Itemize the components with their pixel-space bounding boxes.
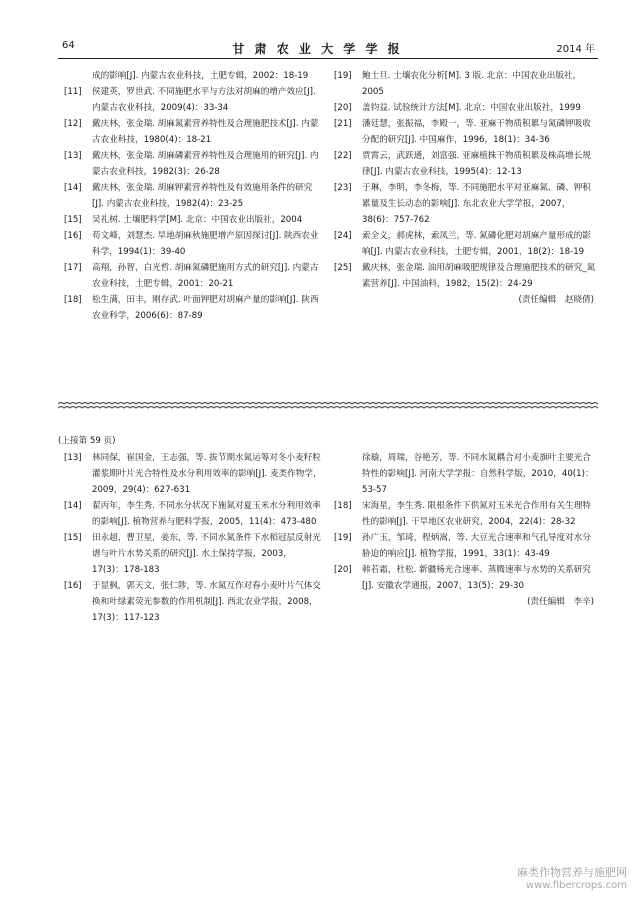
reference-number: [13]	[64, 453, 82, 463]
issue-year: 2014 年	[556, 44, 595, 55]
reference-number: [25]	[334, 263, 352, 273]
reference-text: 索全义，郝虎林，索凤兰，等. 氮磷化肥对胡麻产量形成的影响[J]. 内蒙古农业科技，土肥专辑，2001，18(2)：18-19	[362, 231, 591, 257]
reference-entry	[334, 228, 596, 260]
reference-number: [14]	[64, 501, 82, 511]
reference-number: [20]	[334, 103, 352, 113]
reference-entry	[64, 498, 322, 530]
reference-number: [15]	[64, 533, 82, 543]
reference-text: 戴庆林，张金瑞. 油用胡麻吸肥规律及合理施肥技术的研究_氮素营养[J]. 中国油料，1982，15(2)：24-29	[362, 263, 596, 289]
reference-entry	[64, 116, 322, 148]
reference-number: [17]	[64, 263, 82, 273]
reference-list-bottom-left	[64, 450, 322, 626]
reference-text: 潘廷慧，张振福，李殿一，等. 亚麻干物质积累与氮磷钾吸收分配的研究[J]. 中国麻作，1996，18(1)：34-36	[362, 119, 591, 145]
responsible-editor: (责任编辑 赵晓倩)	[518, 295, 594, 305]
reference-number: [20]	[334, 565, 352, 575]
reference-entry	[64, 84, 322, 116]
reference-text: 盖钧益. 试验统计方法[M]. 北京：中国农业出版社，1999	[362, 103, 581, 113]
reference-entry	[64, 68, 322, 84]
reference-text: 林同保，崔国金，王志强，等. 拔节期水氮运筹对冬小麦籽粒灌浆期叶片光合特性及水分利用效率的影响[J]. 麦类作物学，2009，29(4)：627-631	[92, 453, 322, 495]
reference-text: 韩若霜，杜松. 新疆杨光合速率、蒸腾速率与水势的关系研究[J]. 安徽农学通报，2007，13(5)：29-30	[362, 565, 591, 591]
reference-number: [19]	[334, 533, 352, 543]
reference-text: 于琳，李明，李冬梅，等. 不同施肥水平对亚麻氮、磷、钾积累量及生长动态的影响[J]. 东北农业大学学报，2007，38(6)：757-762	[362, 183, 591, 225]
reference-number: [18]	[64, 295, 82, 305]
reference-text: 成的影响[J]. 内蒙古农业科技，土肥专辑，2002：18-19	[92, 71, 309, 81]
continued-note: (上接第 59 页)	[58, 436, 116, 446]
reference-list-top-left	[64, 68, 322, 324]
reference-entry	[64, 228, 322, 260]
reference-text: 松生满，田丰，刚存武. 叶面钾肥对胡麻产量的影响[J]. 陕西农业科学，2006(6)：87-89	[92, 295, 319, 321]
reference-list-top-right	[334, 68, 596, 308]
reference-list-bottom-right	[334, 450, 596, 610]
reference-number: [19]	[334, 71, 352, 81]
reference-text: 高翔，孙智，白光哲. 胡麻氮磷肥施用方式的研究[J]. 内蒙古农业科技，土肥专辑，2001：20-21	[92, 263, 319, 289]
reference-number: [11]	[64, 87, 82, 97]
reference-text: 翟丙年，李生秀. 不同水分状况下施氮对夏玉米水分利用效率的影响[J]. 植物营养与肥料学报，2005，11(4)：473-480	[92, 501, 321, 527]
reference-text: 田永超，曹卫星，姜东，等. 不同水氮条件下水稻冠层反射光谱与叶片水势关系的研究[J]. 水土保持学报，2003，17(3)：178-183	[92, 533, 321, 575]
reference-text: 鲍士旦. 土壤农化分析[M]. 3 版. 北京：中国农业出版社，2005	[362, 71, 582, 97]
watermark-site-name: 麻类作物营养与施肥网	[517, 866, 627, 879]
reference-entry	[64, 292, 322, 324]
reference-entry	[64, 578, 322, 626]
reference-entry	[334, 260, 596, 292]
journal-title: 甘 肃 农 业 大 学 学 报	[232, 42, 403, 56]
section-divider	[58, 400, 598, 412]
reference-entry	[334, 530, 596, 562]
reference-entry	[334, 180, 596, 228]
reference-number: [23]	[334, 183, 352, 193]
reference-number: [16]	[64, 581, 82, 591]
header-rule	[58, 58, 598, 59]
reference-number: [24]	[334, 231, 352, 241]
reference-entry	[334, 68, 596, 100]
reference-number: [18]	[334, 501, 352, 511]
reference-text: 戴庆林，张金瑞. 胡麻磷素营养特性及合理施用的研究[J]. 内蒙古农业科技，1982(3)：26-28	[92, 151, 319, 177]
reference-entry	[64, 212, 322, 228]
reference-number: [16]	[64, 231, 82, 241]
reference-entry	[334, 100, 596, 116]
responsible-editor: (责任编辑 李辛)	[527, 597, 594, 607]
reference-text: 侯建英，罗世武. 不同施肥水平与方法对胡麻的增产效应[J]. 内蒙古农业科技，2009(4)：33-34	[92, 87, 316, 113]
reference-text: 宋海星，李生秀. 限根条件下供氮对玉米光合作用有关生理特性的影响[J]. 干旱地区农业研究，2004，22(4)：28-32	[362, 501, 591, 527]
reference-text: 孙广玉，邹琦，程炳嵩，等. 大豆光合速率和气孔导度对水分胁迫的响应[J]. 植物学报，1991，33(1)：43-49	[362, 533, 591, 559]
reference-entry	[64, 180, 322, 212]
reference-text: 徐璇，周瑞，谷艳芳，等. 不同水氮耦合对小麦旗叶主要光合特性的影响[J]. 河南大学学报：自然科学版，2010，40(1)：53-57	[362, 453, 594, 495]
reference-entry	[334, 116, 596, 148]
reference-entry	[334, 450, 596, 498]
reference-entry	[334, 498, 596, 530]
reference-entry	[64, 148, 322, 180]
reference-text: 于显枫，郭天文，张仁陟，等. 水氮互作对春小麦叶片气体交换和叶绿素荧光参数的作用机制[J]. 西北农业学报，2008，17(3)：117-123	[92, 581, 321, 623]
reference-entry	[64, 260, 322, 292]
watermark-url: www.fibercrops.com	[525, 880, 627, 891]
reference-text: 吴礼树. 土壤肥料学[M]. 北京：中国农业出版社，2004	[92, 215, 303, 225]
reference-text: 戴庆林，张金瑞. 胡麻钾素营养特性及有效施用条件的研究[J]. 内蒙古农业科技，1982(4)：23-25	[92, 183, 313, 209]
reference-number: [21]	[334, 119, 352, 129]
reference-entry	[64, 530, 322, 578]
reference-number: [12]	[64, 119, 82, 129]
reference-number: [22]	[334, 151, 352, 161]
reference-number: [15]	[64, 215, 82, 225]
reference-entry	[334, 148, 596, 180]
reference-entry	[334, 562, 596, 594]
reference-text: 苟文峰，刘慧杰. 旱地胡麻秋施肥增产原因探讨[J]. 陕西农业科学，1994(1)：39-40	[92, 231, 319, 257]
reference-text: 贾霄云，武跃通，刘富强. 亚麻植株干物质积累及株高增长规律[J]. 内蒙古农业科技，1995(4)：12-13	[362, 151, 591, 177]
page-number: 64	[62, 40, 75, 51]
reference-number: [14]	[64, 183, 82, 193]
reference-number: [13]	[64, 151, 82, 161]
reference-text: 戴庆林，张金瑞. 胡麻氮素营养特性及合理施肥技术[J]. 内蒙古农业科技，1980(4)：18-21	[92, 119, 319, 145]
reference-entry	[64, 450, 322, 498]
